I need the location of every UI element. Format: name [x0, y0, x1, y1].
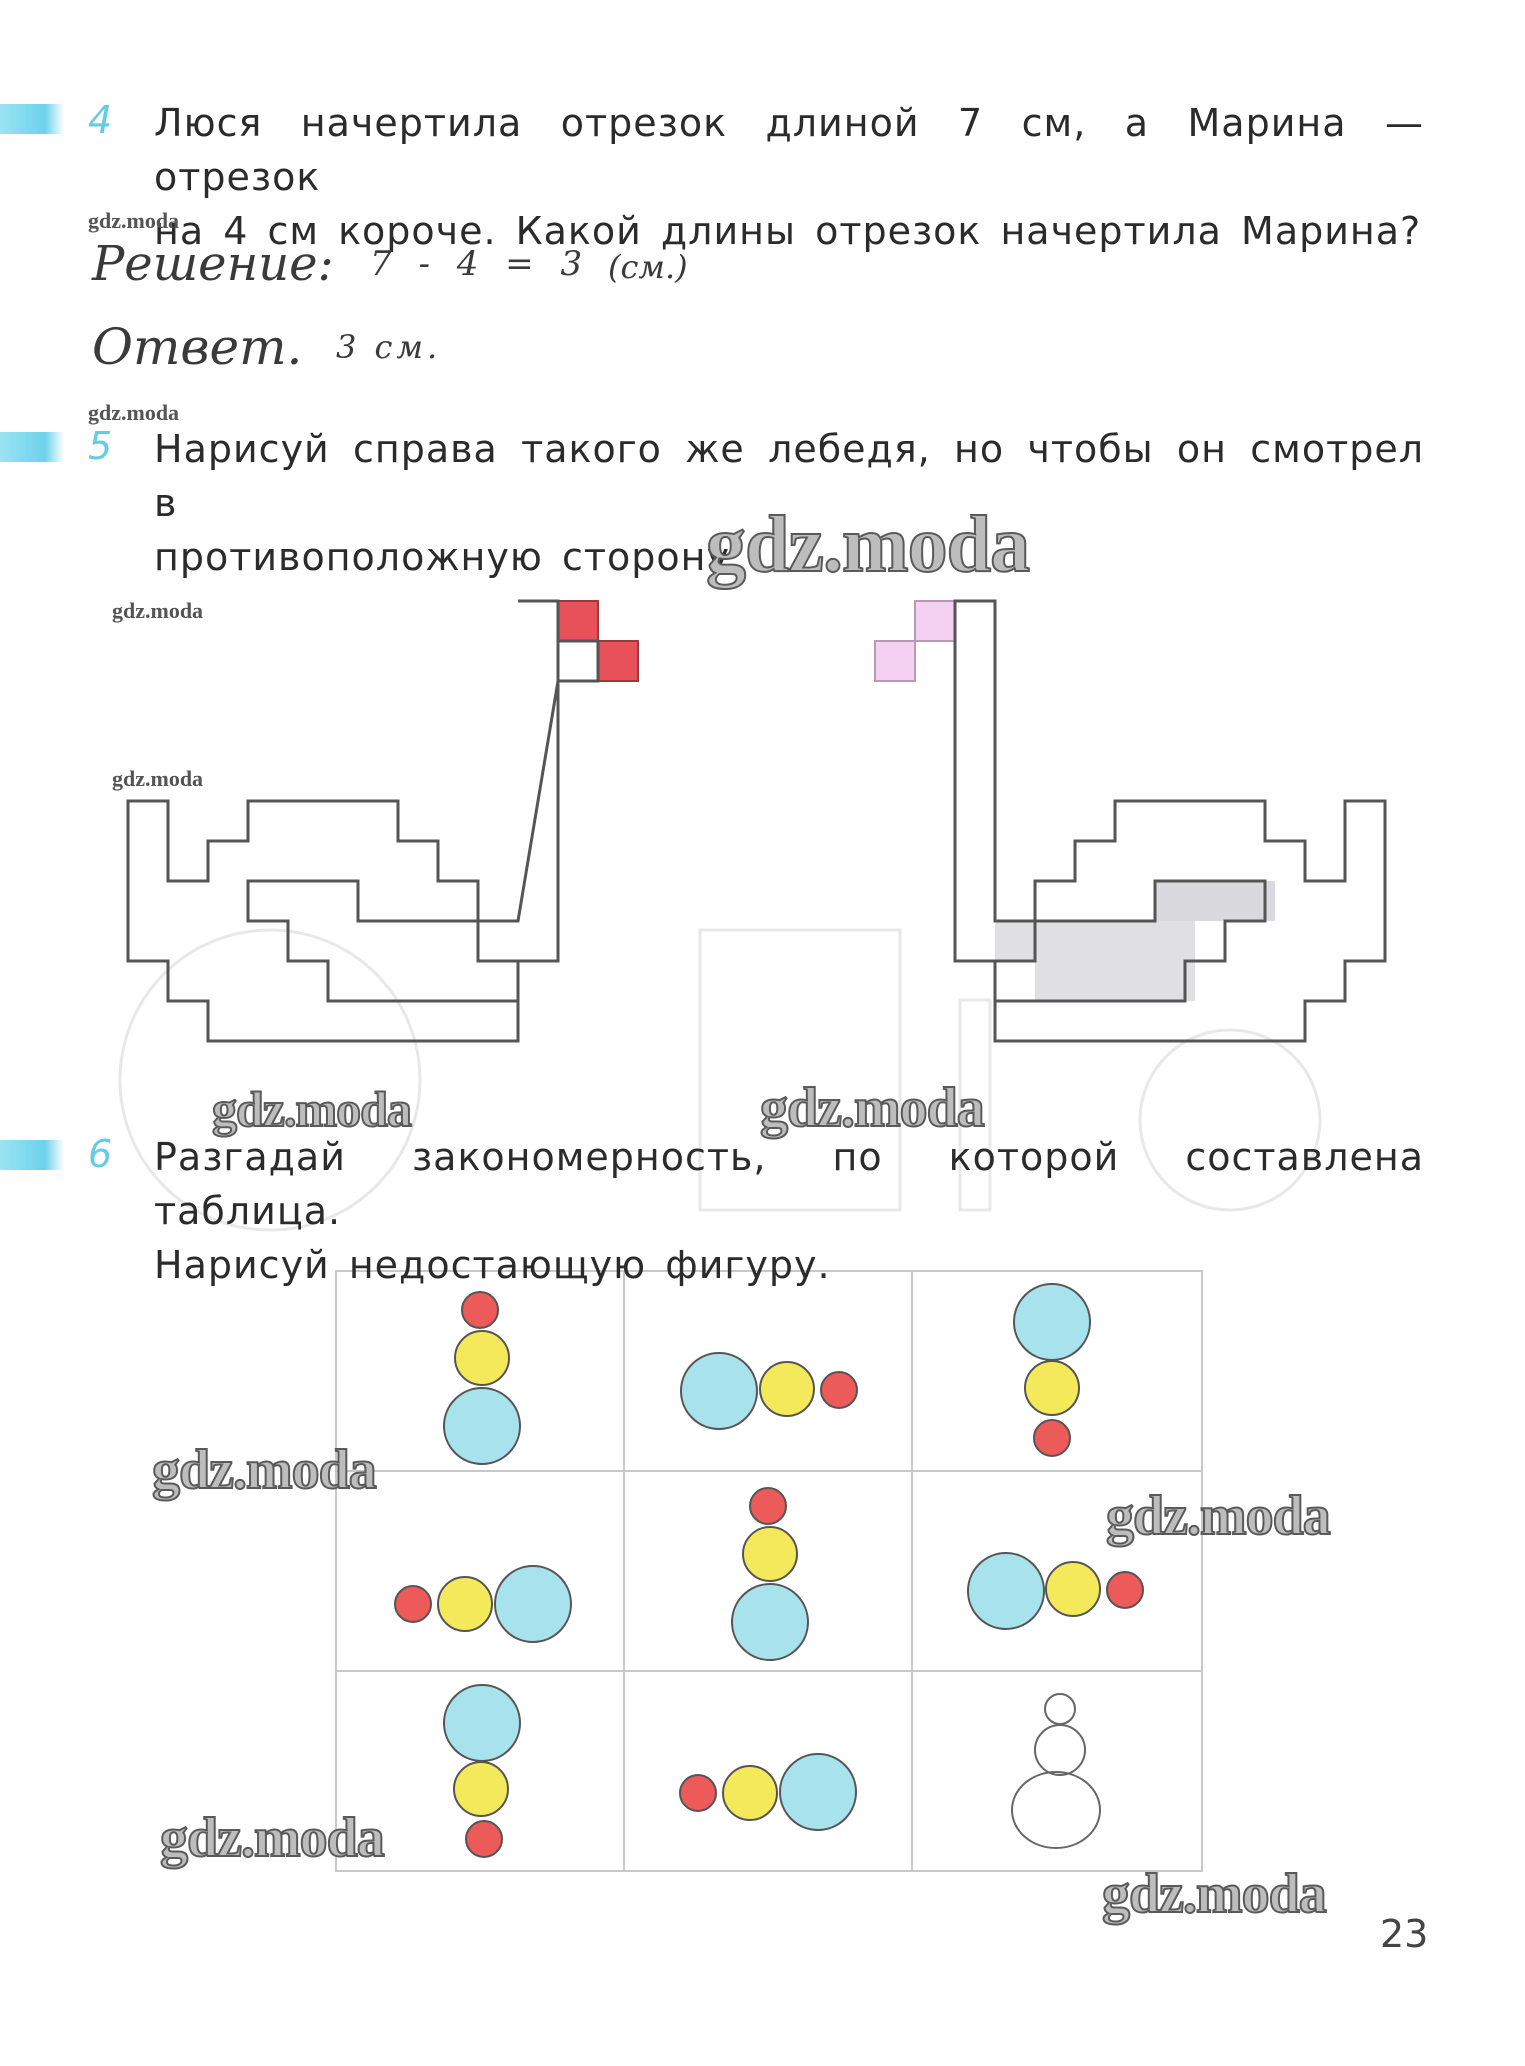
swan-right [875, 601, 1385, 1041]
small-red-circle [466, 1821, 502, 1857]
task5-number: 5 [88, 424, 113, 468]
cell-r2c1 [395, 1566, 571, 1642]
watermark-big: gdz.moda [760, 1077, 984, 1139]
task4-line1: Люся начертила отрезок длиной 7 см, а Марина — отрезок [154, 101, 1424, 199]
small-red-circle [750, 1488, 786, 1524]
cell-r3c3-answer [1012, 1694, 1100, 1848]
medium-yellow-circle [454, 1762, 508, 1816]
swan-right-beak-square [875, 641, 915, 681]
watermark-small: gdz.moda [88, 208, 180, 233]
small-red-circle [395, 1586, 431, 1622]
page-number: 23 [1380, 1912, 1429, 1956]
swan-right-shading [995, 921, 1195, 961]
large-blue-circle [968, 1553, 1044, 1629]
swan-right-head-square [915, 601, 955, 641]
large-blue-circle [444, 1685, 520, 1761]
large-blue-circle [444, 1388, 520, 1464]
task6-number: 6 [88, 1132, 113, 1176]
watermark-big: gdz.moda [706, 501, 1030, 589]
swan-left-beak-square [598, 641, 638, 681]
drawn-large-circle [1012, 1772, 1100, 1848]
cell-r2c2 [732, 1488, 808, 1660]
large-blue-circle [681, 1353, 757, 1429]
swan-left-head-square [558, 601, 598, 641]
task6-line1: Разгадай закономерность, по которой составлена таблица. [154, 1135, 1424, 1233]
medium-yellow-circle [760, 1362, 814, 1416]
cell-r1c1 [444, 1292, 520, 1464]
solution-expression: 7 - 4 = 3 [370, 244, 591, 284]
solution-label: Решение: [92, 236, 334, 292]
medium-yellow-circle [1025, 1361, 1079, 1415]
small-red-circle [821, 1372, 857, 1408]
cell-r1c2 [681, 1353, 857, 1429]
watermark-big: gdz.moda [160, 1807, 384, 1869]
watermark-big: gdz.moda [152, 1439, 376, 1501]
medium-yellow-circle [723, 1766, 777, 1820]
task6-line2: Нарисуй недостающую фигуру. [154, 1243, 831, 1287]
task4-line2: на 4 см короче. Какой длины отрезок начертила Марина? [154, 209, 1422, 253]
cell-r1c3 [1014, 1284, 1090, 1456]
task6-marker [0, 1140, 64, 1170]
answer-value: 3 см. [336, 328, 442, 366]
large-blue-circle [732, 1584, 808, 1660]
cell-r2c3 [968, 1553, 1143, 1629]
watermark-small: gdz.moda [112, 766, 204, 791]
large-blue-circle [780, 1754, 856, 1830]
swan-left [128, 601, 638, 1041]
task5-line2: противоположную сторону. [154, 535, 744, 579]
watermark-big: gdz.moda [1102, 1863, 1326, 1925]
small-red-circle [462, 1292, 498, 1328]
task5-line1: Нарисуй справа такого же лебедя, но чтобы он смотрел в [154, 427, 1424, 525]
answer-label: Ответ. [92, 318, 303, 376]
cell-r3c2 [680, 1754, 856, 1830]
cell-r3c1 [444, 1685, 520, 1857]
medium-yellow-circle [743, 1527, 797, 1581]
task6-text [154, 1130, 1424, 1292]
watermark-big: gdz.moda [1106, 1485, 1330, 1547]
small-red-circle [1107, 1572, 1143, 1608]
small-red-circle [680, 1775, 716, 1811]
solution-unit: (см.) [608, 248, 688, 286]
swan-right-shading [1155, 881, 1275, 921]
drawn-medium-circle [1035, 1725, 1085, 1775]
watermark-small: gdz.moda [112, 598, 204, 623]
large-blue-circle [1014, 1284, 1090, 1360]
medium-yellow-circle [455, 1331, 509, 1385]
large-blue-circle [495, 1566, 571, 1642]
watermark-small: gdz.moda [88, 400, 180, 425]
medium-yellow-circle [1046, 1562, 1100, 1616]
drawn-small-circle [1045, 1694, 1075, 1724]
medium-yellow-circle [438, 1577, 492, 1631]
task4-number: 4 [88, 98, 113, 142]
swan-right-shading [1035, 961, 1195, 1001]
small-red-circle [1034, 1420, 1070, 1456]
swan-left-outline [128, 601, 598, 1041]
watermark-big: gdz.moda [212, 1081, 411, 1137]
